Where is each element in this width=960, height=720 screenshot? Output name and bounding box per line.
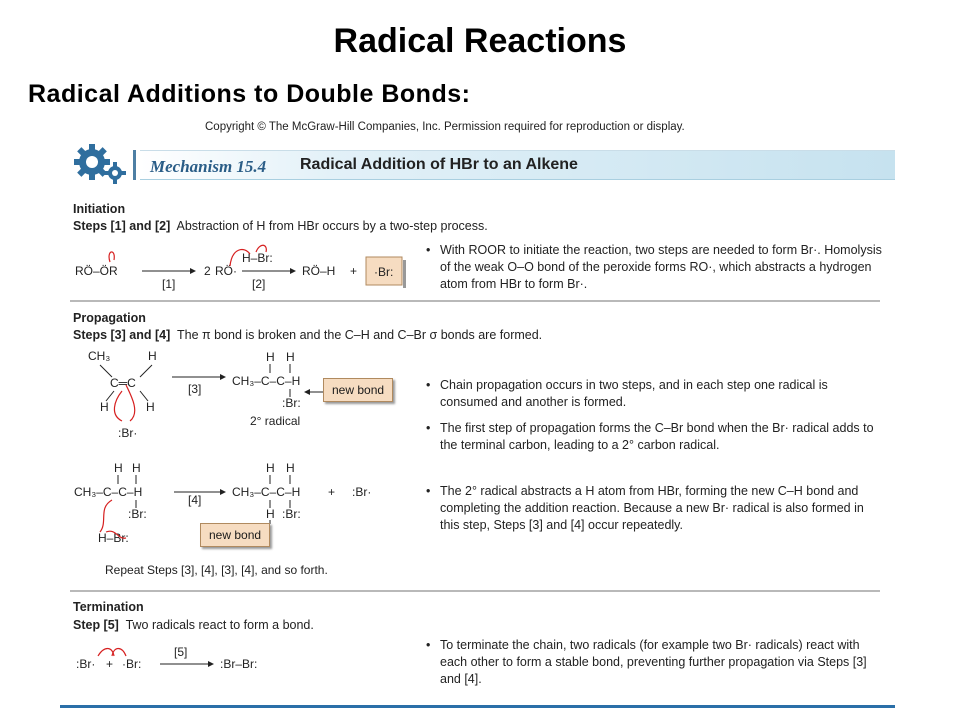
termination-scheme [70, 642, 310, 682]
svg-text:H: H [286, 461, 295, 475]
termination-steps-text: Two radicals react to form a bond. [125, 618, 314, 632]
new-bond-box-1: new bond [323, 378, 393, 402]
svg-text:H–Br:: H–Br: [98, 531, 129, 545]
copyright-notice: Copyright © The McGraw-Hill Companies, Inc. Permission required for reproduction or display. [205, 121, 685, 133]
svg-text::Br·: :Br· [352, 485, 372, 499]
svg-text:H: H [148, 349, 157, 363]
svg-text:H: H [100, 400, 109, 414]
svg-text:+: + [350, 264, 358, 278]
termination-steps [73, 618, 314, 632]
new-bond-box-2: new bond [200, 523, 270, 547]
propagation-steps [73, 328, 542, 342]
svg-text:RÖ–H: RÖ–H [302, 264, 336, 278]
repeat-steps-note: Repeat Steps [3], [4], [3], [4], and so forth. [105, 563, 328, 577]
termination-steps-label: Step [5] [73, 618, 119, 632]
header-divider [133, 150, 136, 180]
section-divider-2 [70, 590, 880, 592]
svg-text::Br:: :Br: [282, 507, 301, 521]
svg-text:·Br:: ·Br: [122, 657, 142, 671]
svg-text::Br–Br:: :Br–Br: [220, 657, 258, 671]
svg-text::Br·: :Br· [118, 426, 138, 440]
initiation-heading: Initiation [73, 202, 126, 216]
propagation-heading: Propagation [73, 311, 146, 325]
section-divider-1 [70, 300, 880, 302]
propagation-steps-label: Steps [3] and [4] [73, 328, 171, 342]
mechanism-label: Mechanism 15.4 [150, 157, 267, 176]
initiation-steps [73, 219, 488, 233]
initiation-scheme [70, 240, 420, 296]
svg-text:CH₃: CH₃ [88, 349, 111, 363]
svg-text::Br·: :Br· [76, 657, 96, 671]
svg-text:+: + [328, 485, 336, 499]
step4-label: [4] [188, 493, 202, 507]
initiation-steps-text: Abstraction of H from HBr occurs by a two-step process. [176, 219, 488, 233]
svg-text:H: H [286, 350, 295, 364]
svg-text:·Br:: ·Br: [374, 265, 394, 279]
slide-title: Radical Reactions [333, 22, 627, 60]
step2-label: [2] [252, 277, 266, 291]
svg-text:H–Br:: H–Br: [242, 251, 273, 265]
svg-text:CH₃–C–C–H: CH₃–C–C–H [232, 374, 301, 388]
svg-text:CH₃–C–C–H: CH₃–C–C–H [232, 485, 301, 499]
slide-subtitle: Radical Additions to Double Bonds: [28, 80, 471, 108]
termination-bullet: • To terminate the chain, two radicals (for example two Br· radicals) react with each other to form a stable bond, preventing further propagation via Steps [3] and [4]. [426, 638, 867, 686]
initiation-steps-label: Steps [1] and [2] [73, 219, 171, 233]
propagation-bullet-3: • The 2° radical abstracts a H atom from HBr, forming the new C–H bond and completing the addition reaction. Because a new Br· radical is also formed in this step, Steps [3] and [4] occur repeatedly. [426, 484, 864, 532]
gears-icon [68, 140, 130, 186]
svg-text:H: H [146, 400, 155, 414]
step3-label: [3] [188, 382, 202, 396]
svg-text:H: H [266, 350, 275, 364]
svg-text::Br:: :Br: [282, 396, 301, 410]
svg-text:H: H [132, 461, 141, 475]
propagation-bullet-2: • The first step of propagation forms the C–Br bond when the Br· radical adds to the terminal carbon, leading to a 2° carbon radical. [426, 421, 874, 452]
footer-rule [60, 705, 895, 708]
svg-text:CH₃–C–C–H: CH₃–C–C–H [74, 485, 143, 499]
svg-text:H: H [114, 461, 123, 475]
secondary-radical-label: 2° radical [250, 414, 301, 428]
mechanism-title: Radical Addition of HBr to an Alkene [300, 156, 578, 173]
step1-label: [1] [162, 277, 176, 291]
svg-text:H: H [266, 507, 275, 521]
termination-heading: Termination [73, 600, 144, 614]
initiation-coefficient: 2 [204, 264, 211, 278]
propagation-steps-text: The π bond is broken and the C–H and C–Br σ bonds are formed. [176, 328, 543, 342]
propagation-bullet-1: • Chain propagation occurs in two steps, and in each step one radical is consumed and another is formed. [426, 378, 828, 409]
svg-text:C═C: C═C [110, 376, 136, 390]
svg-text:+: + [106, 657, 114, 671]
svg-text:RÖ·: RÖ· [215, 264, 237, 278]
step5-label: [5] [174, 645, 188, 659]
svg-text:RÖ–ÖR: RÖ–ÖR [75, 264, 118, 278]
initiation-bullet: • With ROOR to initiate the reaction, two steps are needed to form Br·. Homolysis of the weak O–O bond of the peroxide forms RO·, which abstracts a hydrogen atom from HBr to form Br·. [426, 243, 882, 291]
svg-text:H: H [266, 461, 275, 475]
svg-text::Br:: :Br: [128, 507, 147, 521]
